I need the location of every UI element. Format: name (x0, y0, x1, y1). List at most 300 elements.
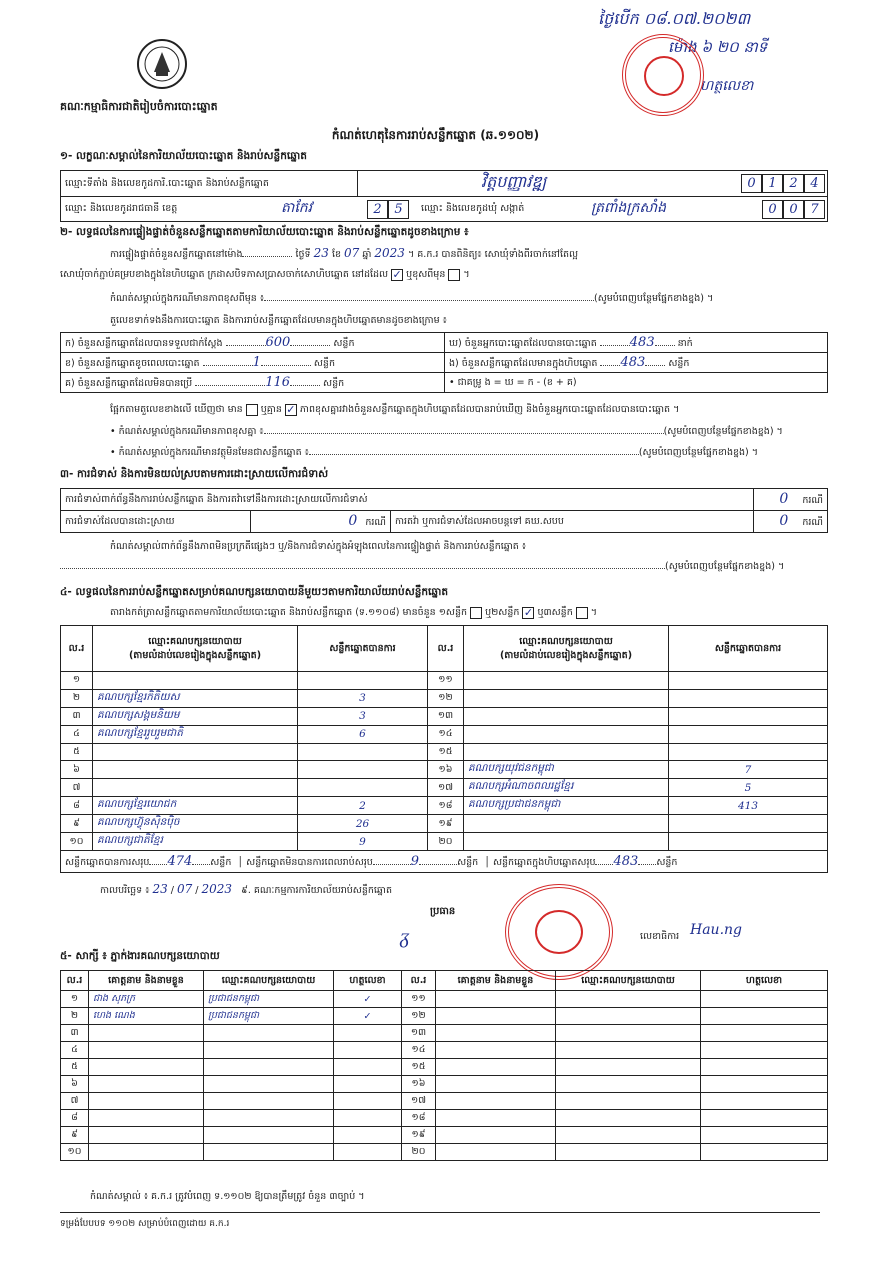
s1-row1-value: វិត្តបញ្ញាវឌ្ឍ (481, 172, 547, 191)
s1-row2-label: ឈ្មោះ និងលេខកូដរាជធានី ខេត្ត (65, 203, 178, 214)
witness-name (436, 1127, 556, 1144)
witness-party (556, 1110, 701, 1127)
witness-signature: ✓ (334, 1008, 402, 1025)
check-year: 2023 (374, 246, 405, 260)
witness-name (89, 1093, 204, 1110)
s1-row2-value2: ត្រពាំងក្រសាំង (591, 200, 666, 216)
party-name (464, 672, 669, 690)
witness-row (61, 1127, 828, 1144)
witness-name (436, 991, 556, 1008)
s3-table (60, 488, 828, 533)
witness-party (204, 1144, 334, 1161)
witness-party (556, 1025, 701, 1042)
has-difference-checkbox[interactable] (246, 404, 258, 416)
party-name (464, 689, 669, 707)
party-name: គណបក្សប្រជាជនកម្ពុជា (464, 797, 669, 815)
witness-party (204, 1110, 334, 1127)
s3-unit: ករណី (802, 495, 823, 506)
official-stamp-bottom (505, 884, 613, 980)
s4-heading: ៤- លទ្ធផលនៃការរាប់សន្លឹកឆ្នោតសម្រាប់គណបក្សនយោបាយនីមួយៗតាមការិយាល័យរាប់សន្លឹកឆ្នោត (60, 586, 449, 598)
org-name: គណៈកម្មាធិការជាតិរៀបចំការបោះឆ្នោត (60, 100, 218, 113)
witness-name (89, 1059, 204, 1076)
witness-name (89, 1042, 204, 1059)
row-no: ១៩ (402, 1127, 436, 1144)
witness-signature (334, 1127, 402, 1144)
col-no: ល.រ (61, 971, 89, 991)
figure-a-unit: សន្លឹក (333, 337, 355, 349)
col-party-label: ឈ្មោះគណបក្សនយោបាយ (519, 635, 613, 647)
form-code: ទម្រង់បែបបទ ១១០២ សម្រាប់បំពេញដោយ គ.ក.រ (60, 1219, 230, 1229)
witness-row (61, 1042, 828, 1059)
chair-label: ប្រធាន (430, 906, 456, 917)
s2-para4 (110, 403, 679, 417)
check-day: 23 (313, 246, 329, 260)
party-votes (298, 779, 428, 797)
total2-label: សន្លឹកឆ្នោតមិនបានការពេលរាប់សរុប (246, 856, 373, 868)
party-votes (669, 707, 828, 725)
result-row (61, 815, 828, 833)
figure-d-value: 483 (629, 334, 655, 350)
figure-e-label: ង) ចំនួនសន្លឹកឆ្នោតដែលមានក្នុងហិបឆ្នោត (449, 357, 598, 369)
party-name (464, 833, 669, 851)
s2-para1-b: ថ្ងៃទី (295, 249, 311, 260)
witness-signature (701, 1093, 828, 1110)
s3-r1-value: 0 (779, 491, 789, 507)
witness-signature (334, 1093, 402, 1110)
witness-signature (334, 1059, 402, 1076)
s1-row2-code2 (762, 200, 825, 219)
party-votes: 3 (298, 707, 428, 725)
col-no: ល.រ (402, 971, 436, 991)
s2-year-label: ឆ្នាំ (362, 249, 372, 260)
party-votes: 6 (298, 725, 428, 743)
party-name (93, 761, 298, 779)
s1-row2-code (367, 200, 409, 219)
unit: សន្លឹក (457, 856, 479, 868)
witness-signature (701, 1059, 828, 1076)
row-no: ១០ (61, 833, 93, 851)
fill-hint: (សូមបំពេញបន្ថែមផ្នែកខាងខ្នង) ។ (638, 447, 759, 458)
party-name (464, 815, 669, 833)
s3-heading: ៣- ការជំទាស់ និងការមិនយល់ស្របតាមការដោះស្រាយលើការជំទាស់ (60, 468, 329, 480)
col-sign: ហត្ថលេខា (701, 971, 828, 991)
witness-party (556, 1008, 701, 1025)
row-no: ១៩ (428, 815, 464, 833)
witness-party (556, 991, 701, 1008)
witness-signature (701, 1144, 828, 1161)
row-no: ១៧ (402, 1093, 436, 1110)
s5-heading: ៥- សាក្សី ៖ ភ្នាក់ងារគណបក្សនយោបាយ (60, 950, 220, 962)
witness-name (436, 1008, 556, 1025)
figure-e (445, 353, 828, 373)
witness-party (204, 1042, 334, 1059)
witness-party (204, 1076, 334, 1093)
top-sign-handwriting: ហត្ថលេខា (700, 78, 754, 94)
party-name (464, 707, 669, 725)
s2-bullet1-text: • កំណត់សម្គាល់ក្នុងករណីមានភាពខុសគ្នា ៖ (110, 426, 264, 437)
witness-name (89, 1110, 204, 1127)
s4-sub-c: ឬ៣សន្លឹក (537, 607, 573, 618)
witness-party (556, 1059, 701, 1076)
code-digit: 1 (762, 174, 783, 193)
party-votes (669, 672, 828, 690)
party-votes (669, 725, 828, 743)
code-digit: 2 (783, 174, 804, 193)
row-no: ១៦ (402, 1076, 436, 1093)
unit: សន្លឹក (210, 856, 232, 868)
s2-bullet2 (110, 446, 758, 460)
witness-signature (701, 1127, 828, 1144)
row-no: ២ (61, 689, 93, 707)
total-valid: 474 (167, 853, 193, 869)
date-month: 07 (176, 882, 193, 896)
col-party-sub: (តាមលំដាប់លេខរៀងក្នុងសន្លឹកឆ្នោត) (128, 649, 262, 661)
row-no: ១៤ (402, 1042, 436, 1059)
witness-signature (334, 1076, 402, 1093)
witness-name (436, 1025, 556, 1042)
row-no: ១៥ (402, 1059, 436, 1076)
row-no: ៥ (61, 743, 93, 761)
witness-party (556, 1144, 701, 1161)
s3-r1-label: ការជំទាស់ពាក់ព័ន្ធនឹងការរាប់សន្លឹកឆ្នោត និងការតវ៉ាទៅនឹងការដោះស្រាយលើការជំទាស់ (61, 489, 754, 511)
party-votes (298, 672, 428, 690)
s2-para2: សោឃុំចាក់ភ្ជាប់គម្របខាងក្នុងនៃហិបឆ្នោត ក្រដាសបិទភាសប្រាសចាក់សោហិបឆ្នោត នៅដដែល ✓ ឬខុសពីមុន ។ (60, 267, 470, 281)
party-name (93, 779, 298, 797)
witness-signature (701, 1110, 828, 1127)
row-no: ៧ (61, 779, 93, 797)
party-votes: 9 (298, 833, 428, 851)
witness-party (556, 1042, 701, 1059)
row-no: ១៣ (428, 707, 464, 725)
code-digit: 7 (804, 200, 825, 219)
total1-label: សន្លឹកឆ្នោតបានការសរុប (65, 856, 150, 868)
s3-note: កំណត់សម្គាល់ពាក់ព័ន្ធនឹងភាពមិនប្រក្រតីផ្សេងៗ ឬ/និងការជំទាស់ក្នុងអំឡុងពេលនៃការផ្ទៀងផ្ទាត់ និងការរាប់សន្លឹកឆ្នោត ៖ (110, 541, 527, 552)
result-row (61, 779, 828, 797)
party-name (93, 743, 298, 761)
s2-figures-table (60, 332, 828, 393)
witness-signature (334, 1110, 402, 1127)
party-votes (298, 761, 428, 779)
row-no: ៣ (61, 1025, 89, 1042)
witness-name (436, 1076, 556, 1093)
s2-note1 (110, 292, 713, 306)
figure-d (445, 333, 828, 353)
two-sheet-checkbox[interactable]: ✓ (523, 605, 534, 619)
s4-sub-text: តារាងកត់ត្រាសន្លឹកឆ្នោតតាមការិយាល័យបោះឆ្នោត និងរាប់សន្លឹកឆ្នោត (ទ.១១០៨) មានចំនួន ១សន្លឹក (110, 607, 468, 618)
row-no: ២០ (428, 833, 464, 851)
nec-logo (136, 38, 188, 90)
s2-bullet1 (110, 425, 783, 439)
figure-b-unit: សន្លឹក (313, 357, 335, 369)
row-no: ១២ (428, 689, 464, 707)
witness-signature (701, 1042, 828, 1059)
s1-row2-value: តាកែវ (281, 200, 313, 216)
witness-row (61, 1144, 828, 1161)
party-name: គណបក្សហ៊្វុនស៊ិនប៉ិច (93, 815, 298, 833)
party-votes: 413 (669, 797, 828, 815)
date-year: 2023 (201, 882, 233, 896)
result-row (61, 707, 828, 725)
row-no: ៨ (61, 797, 93, 815)
s4-results-table (60, 625, 828, 873)
row-no: ១ (61, 672, 93, 690)
chair-signature: ᵹ (400, 924, 410, 948)
code-digit: 5 (388, 200, 409, 219)
form-title: កំណត់ហេតុនៃការរាប់សន្លឹកឆ្នោត (ឆ.១១០២) (331, 128, 540, 142)
witness-row (61, 991, 828, 1008)
row-no: ៦ (61, 1076, 89, 1093)
no-difference-checkbox[interactable]: ✓ (286, 402, 296, 416)
changed-checkbox[interactable] (448, 269, 460, 281)
row-no: ១៥ (428, 743, 464, 761)
figure-a (61, 333, 445, 353)
s3-r2-value: 0 (348, 513, 358, 529)
s2-para4-a: ផ្អែកតាមតួលេខខាងលើ ឃើញថា មាន (110, 404, 243, 415)
s2-para4-c: ភាពខុសគ្នារវាងចំនួនសន្លឹកឆ្នោតក្នុងហិបឆ្នោតដែលបានរាប់ឃើញ និងចំនួនអ្នកបោះឆ្នោតដែលបានបោះឆ្នោត ។ (299, 404, 680, 415)
figure-d-label: ឃ) ចំនួនអ្នកបោះឆ្នោតដែលបានបោះឆ្នោត (449, 337, 597, 349)
committee-label: ៩. គណៈកម្មការការិយាល័យរាប់សន្លឹកឆ្នោត (241, 885, 393, 896)
figure-c (61, 373, 445, 393)
party-name: គណបក្សខ្មែរយោជក (93, 797, 298, 815)
row-no: ៩ (61, 815, 93, 833)
s1-row1-code (741, 174, 825, 193)
result-row (61, 743, 828, 761)
col-party-sub: (តាមលំដាប់លេខរៀងក្នុងសន្លឹកឆ្នោត) (499, 649, 633, 661)
s3-unit: ករណី (365, 517, 386, 528)
row-no: ៤ (61, 1042, 89, 1059)
witness-signature (701, 1025, 828, 1042)
figure-b (61, 353, 445, 373)
s2-heading: ២- លទ្ធផលនៃការផ្ទៀងផ្ទាត់ចំនួនសន្លឹកឆ្នោតតាមការិយាល័យបោះឆ្នោត និងរាប់សន្លឹកឆ្នោតដូចខាងក្រោម ៖ (60, 226, 469, 238)
witness-party (204, 1093, 334, 1110)
witness-signature (334, 1025, 402, 1042)
col-no: ល.រ (61, 626, 93, 672)
party-name: គណបក្សអំណាចពលរដ្ឋខ្មែរ (464, 779, 669, 797)
official-stamp-top (622, 34, 704, 116)
fill-hint: (សូមបំពេញបន្ថែមផ្នែកខាងខ្នង) ។ (594, 293, 714, 304)
row-no: ១៨ (402, 1110, 436, 1127)
figure-b-label: ខ) ចំនួនសន្លឹកឆ្នោតខូចពេលបោះឆ្នោត (65, 357, 200, 369)
s1-box (60, 170, 828, 222)
s2-month-label: ខែ (331, 249, 341, 260)
row-no: ២ (61, 1008, 89, 1025)
row-no: ១៦ (428, 761, 464, 779)
row-no: ១១ (402, 991, 436, 1008)
s2-note1-text: កំណត់សម្គាល់ក្នុងករណីមានភាពខុសពីមុន ៖ (110, 293, 265, 304)
col-party-label: ឈ្មោះគណបក្សនយោបាយ (148, 635, 242, 647)
party-name (464, 725, 669, 743)
col-votes: សន្លឹកឆ្នោតបានការ (298, 626, 428, 672)
party-votes: 5 (669, 779, 828, 797)
total-box: 483 (613, 853, 639, 869)
col-party (464, 626, 669, 672)
col-name: គោត្តនាម និងនាមខ្លួន (436, 971, 556, 991)
totals-row: សន្លឹកឆ្នោតបានការសរុប 474 សន្លឹក │ សន្លឹកឆ្នោតមិនបានការពេលរាប់សរុប 9 សន្លឹក │ សន្លឹកឆ្នោតក្នុងហិបឆ្នោតសរុប 483 សន្លឹក (61, 851, 828, 873)
party-votes (669, 743, 828, 761)
s5-witness-table (60, 970, 828, 1161)
witness-party (204, 1127, 334, 1144)
result-row (61, 833, 828, 851)
row-no: ៦ (61, 761, 93, 779)
check-month: 07 (344, 246, 360, 260)
row-no: ៩ (61, 1127, 89, 1144)
figure-formula-label: • ជាគម្រូ ង = ឃ = ក - (ខ + គ) (449, 376, 577, 388)
code-digit: 2 (367, 200, 388, 219)
figure-a-label: ក) ចំនួនសន្លឹកឆ្នោតដែលបានទទួលជាក់ស្តែង (65, 337, 223, 349)
s1-row2-label2: ឈ្មោះ និងលេខកូដឃុំ សង្កាត់ (421, 203, 525, 214)
party-votes: 3 (298, 689, 428, 707)
code-digit: 4 (804, 174, 825, 193)
witness-row (61, 1093, 828, 1110)
party-votes: 2 (298, 797, 428, 815)
row-no: ១ (61, 991, 89, 1008)
party-votes: 26 (298, 815, 428, 833)
witness-name (89, 1127, 204, 1144)
witness-signature (334, 1042, 402, 1059)
figure-e-unit: សន្លឹក (668, 357, 690, 369)
row-no: ៧ (61, 1093, 89, 1110)
secretary-signature: Hau.ng (690, 922, 743, 938)
result-row (61, 761, 828, 779)
witness-row (61, 1025, 828, 1042)
s3-r2-cell2 (754, 511, 828, 533)
result-row (61, 797, 828, 815)
result-row (61, 672, 828, 690)
party-name: គណបក្សយុវជនកម្ពុជា (464, 761, 669, 779)
party-name (464, 743, 669, 761)
party-name: គណបក្សខ្មែររួបរួមជាតិ (93, 725, 298, 743)
row-no: ១៨ (428, 797, 464, 815)
s3-r2-value2: 0 (779, 513, 789, 529)
result-row (61, 725, 828, 743)
witness-name (436, 1059, 556, 1076)
row-no: ៣ (61, 707, 93, 725)
s2-para2-end: ឬខុសពីមុន (406, 269, 446, 280)
figure-e-value: 483 (620, 354, 646, 370)
figure-a-value: 600 (265, 334, 291, 350)
date-day: 23 (152, 882, 168, 896)
witness-party (556, 1076, 701, 1093)
party-name (93, 672, 298, 690)
s1-heading: ១- លក្ខណៈសម្គាល់នៃការិយាល័យបោះឆ្នោត និងរាប់សន្លឹកឆ្នោត (60, 150, 307, 162)
party-votes (298, 743, 428, 761)
s2-para3: តួលេខទាក់ទងនឹងការបោះឆ្នោត និងការរាប់សន្លឹកឆ្នោតដែលមានក្នុងហិបឆ្នោតមានដូចខាងក្រោម ៖ (110, 315, 447, 326)
party-name: គណបក្សខ្មែរកិតិយស (93, 689, 298, 707)
witness-name: ជាង សុភក្រ (89, 991, 204, 1008)
witness-party (556, 1127, 701, 1144)
witness-party (204, 1059, 334, 1076)
s3-r1-cell (754, 489, 828, 511)
row-no: ១២ (402, 1008, 436, 1025)
witness-row (61, 1059, 828, 1076)
s2-para4-b: ឬគ្មាន (260, 404, 282, 415)
unit: សន្លឹក (656, 856, 678, 868)
s2-para2-text: សោឃុំចាក់ភ្ជាប់គម្របខាងក្នុងនៃហិបឆ្នោត ក្រដាសបិទភាសប្រាសចាក់សោហិបឆ្នោត នៅដដែល (60, 269, 389, 280)
col-votes: សន្លឹកឆ្នោតបានការ (669, 626, 828, 672)
s4-date: កាលបរិច្ឆេទ ៖ 23 / 07 / 2023 ៩. គណៈកម្មការការិយាល័យរាប់សន្លឹកឆ្នោត (100, 882, 393, 896)
col-name: គោត្តនាម និងនាមខ្លួន (89, 971, 204, 991)
figure-formula (445, 373, 828, 393)
top-date-handwriting: ថ្ងៃបើក ០៨.០៧.២០២៣ (598, 9, 751, 28)
s2-para1-a: ការផ្ទៀងផ្ទាត់ចំនួនសន្លឹកឆ្នោតនៅម៉ោង (110, 249, 243, 260)
witness-party: ប្រជាជនកម្ពុជា (204, 991, 334, 1008)
date-label: កាលបរិច្ឆេទ ៖ (100, 885, 150, 896)
col-party: ឈ្មោះគណបក្សនយោបាយ (556, 971, 701, 991)
unchanged-checkbox[interactable]: ✓ (392, 267, 402, 281)
three-sheet-checkbox[interactable] (576, 607, 588, 619)
party-votes (669, 815, 828, 833)
witness-name (89, 1076, 204, 1093)
row-no: ១៤ (428, 725, 464, 743)
witness-signature (334, 1144, 402, 1161)
figure-c-value: 116 (265, 374, 291, 390)
s3-unit: ករណី (802, 517, 823, 528)
witness-name (89, 1025, 204, 1042)
row-no: ២០ (402, 1144, 436, 1161)
row-no: ១៣ (402, 1025, 436, 1042)
s2-para1-c: ។ គ.ក.រ បានពិនិត្យ៖ សោឃុំទាំងពីរចាក់នៅតែល្អ (407, 249, 579, 260)
figure-c-unit: សន្លឹក (323, 377, 345, 389)
witness-name (89, 1144, 204, 1161)
s3-r2-cell (251, 511, 391, 533)
total-invalid: 9 (410, 853, 420, 869)
result-row (61, 689, 828, 707)
party-name: គណបក្សសង្គមនិយម (93, 707, 298, 725)
col-party (93, 626, 298, 672)
one-sheet-checkbox[interactable] (470, 607, 482, 619)
witness-row (61, 1008, 828, 1025)
row-no: ៨ (61, 1110, 89, 1127)
witness-signature (701, 991, 828, 1008)
s3-r2-label: ការជំទាស់ដែលបានដោះស្រាយ (61, 511, 251, 533)
witness-name (436, 1042, 556, 1059)
row-no: ១៧ (428, 779, 464, 797)
code-digit: 0 (762, 200, 783, 219)
figure-b-value: 1 (252, 354, 261, 370)
witness-name (436, 1144, 556, 1161)
witness-party: ប្រជាជនកម្ពុជា (204, 1008, 334, 1025)
figure-c-label: គ) ចំនួនសន្លឹកឆ្នោតដែលមិនបានប្រើ (65, 377, 193, 389)
row-no: ១០ (61, 1144, 89, 1161)
row-no: ១១ (428, 672, 464, 690)
row-no: ៤ (61, 725, 93, 743)
footer-divider (60, 1212, 820, 1213)
witness-name (436, 1110, 556, 1127)
secretary-label: លេខាធិការ (640, 931, 680, 942)
s2-para1 (110, 246, 578, 262)
witness-row (61, 1076, 828, 1093)
s3-note-line (60, 560, 784, 574)
fill-hint: (សូមបំពេញបន្ថែមផ្នែកខាងខ្នង) ។ (663, 426, 783, 437)
row-no: ៥ (61, 1059, 89, 1076)
party-votes (669, 833, 828, 851)
s1-row1-label: ឈ្មោះទីតាំង និងលេខកូដការិ.បោះឆ្នោត និងរាប់សន្លឹកឆ្នោត (65, 178, 269, 189)
party-votes: 7 (669, 761, 828, 779)
s4-sub-b: ឬ២សន្លឹក (485, 607, 520, 618)
witness-signature (701, 1076, 828, 1093)
s3-r2-label2: ការតវ៉ា ឬការជំទាស់ដែលអាចបន្តទៅ គឃ.សបប (391, 511, 754, 533)
total3-label: សន្លឹកឆ្នោតក្នុងហិបឆ្នោតសរុប (492, 856, 596, 868)
code-digit: 0 (741, 174, 762, 193)
s2-bullet2-text: • កំណត់សម្គាល់ក្នុងករណីមានវត្ថុមិនមែនជាសន្លឹកឆ្នោត ៖ (110, 447, 309, 458)
col-party: ឈ្មោះគណបក្សនយោបាយ (204, 971, 334, 991)
code-digit: 0 (783, 200, 804, 219)
witness-party (556, 1093, 701, 1110)
s5-footer-note: កំណត់សម្គាល់ ៖ គ.ក.រ ត្រូវបំពេញ ទ.១១០២ ឱ្យបានត្រឹមត្រូវ ចំនួន ៣ច្បាប់ ។ (90, 1191, 365, 1202)
top-note-handwriting: ម៉ោង ៦ ២០ នាទី (668, 38, 768, 56)
party-name: គណបក្សជាតិខ្មែរ (93, 833, 298, 851)
witness-row (61, 1110, 828, 1127)
